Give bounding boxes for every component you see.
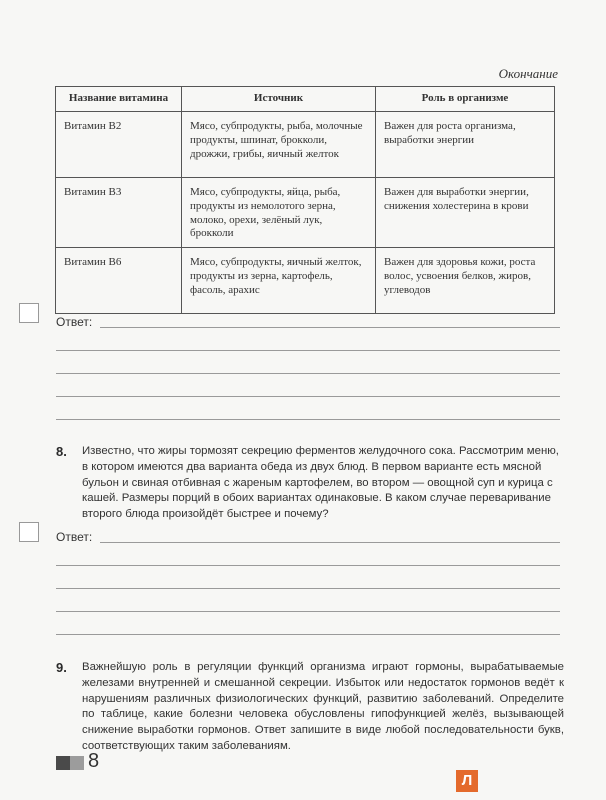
table-row — [56, 112, 555, 178]
vitamin-role-cell: Важен для здоровья кожи, роста волос, усвоения белков, жиров, углеводов — [376, 248, 555, 314]
publisher-logo-icon: Л — [456, 770, 478, 792]
page-marker-dark — [56, 756, 70, 770]
vitamin-name-cell: Витамин В3 — [56, 178, 182, 248]
answer-label: Ответ: — [56, 315, 93, 329]
column-header-source: Источник — [182, 87, 376, 112]
answer-line[interactable] — [56, 634, 560, 635]
table-header-row — [56, 87, 555, 112]
answer-checkbox[interactable] — [19, 303, 39, 323]
question-text: Известно, что жиры тормозят секрецию ферментов желудочного сока. Рассмотрим меню, в котором имеются два варианта обеда из двух блюд. В первом варианте есть мясной бульон и свиная отбивная с жареным картофелем, во втором — овощной суп и курица с кашей. Размеры порций в обоих вариантах одинаковые. В каком случае переваривание второго блюда произойдёт быстрее и почему? — [82, 445, 559, 521]
vitamin-name-cell: Витамин В2 — [56, 112, 182, 178]
answer-line[interactable] — [100, 542, 560, 543]
answer-line[interactable] — [56, 419, 560, 420]
table-row — [56, 248, 555, 314]
vitamin-role-cell: Важен для выработки энергии, снижения холестерина в крови — [376, 178, 555, 248]
vitamin-source-cell: Мясо, субпродукты, яйца, рыба, продукты из немолотого зерна, молоко, орехи, зелёный лук, брокколи — [182, 178, 376, 248]
page-number: 8 — [88, 750, 100, 772]
vitamin-table — [55, 86, 555, 314]
answer-line[interactable] — [56, 396, 560, 397]
column-header-role: Роль в организме — [376, 87, 555, 112]
vitamin-role-cell: Важен для роста организма, выработки энергии — [376, 112, 555, 178]
vitamin-name-cell: Витамин В6 — [56, 248, 182, 314]
table-row — [56, 178, 555, 248]
vitamin-source-cell: Мясо, субпродукты, яичный желток, продукты из зерна, картофель, фасоль, арахис — [182, 248, 376, 314]
column-header-vitamin: Название витамина — [56, 87, 182, 112]
answer-checkbox[interactable] — [19, 522, 39, 542]
answer-line[interactable] — [56, 611, 560, 612]
question-number: 8. — [56, 444, 67, 459]
answer-line[interactable] — [56, 373, 560, 374]
page-marker-light — [70, 756, 84, 770]
answer-line[interactable] — [56, 350, 560, 351]
answer-line[interactable] — [100, 327, 560, 328]
answer-label: Ответ: — [56, 530, 93, 544]
continuation-label: Окончание — [498, 66, 558, 81]
vitamin-source-cell: Мясо, субпродукты, рыба, молочные продукты, шпинат, брокколи, дрожжи, грибы, яичный желток — [182, 112, 376, 178]
answer-line[interactable] — [56, 565, 560, 566]
question-text: Важнейшую роль в регуляции функций организма играют гормоны, вырабатываемые железами внутренней и смешанной секреции. Избыток или недостаток гормонов ведёт к нарушениям различных физиологических функций, развитию заболеваний. Определите по таблице, какие болезни человека обусловлены гипофункцией желёз, вызывающей снижение выработки гормонов. Ответ запишите в виде любой последовательности букв, соответствующих таким заболеваниям. — [82, 661, 564, 752]
answer-line[interactable] — [56, 588, 560, 589]
question-number: 9. — [56, 660, 67, 675]
